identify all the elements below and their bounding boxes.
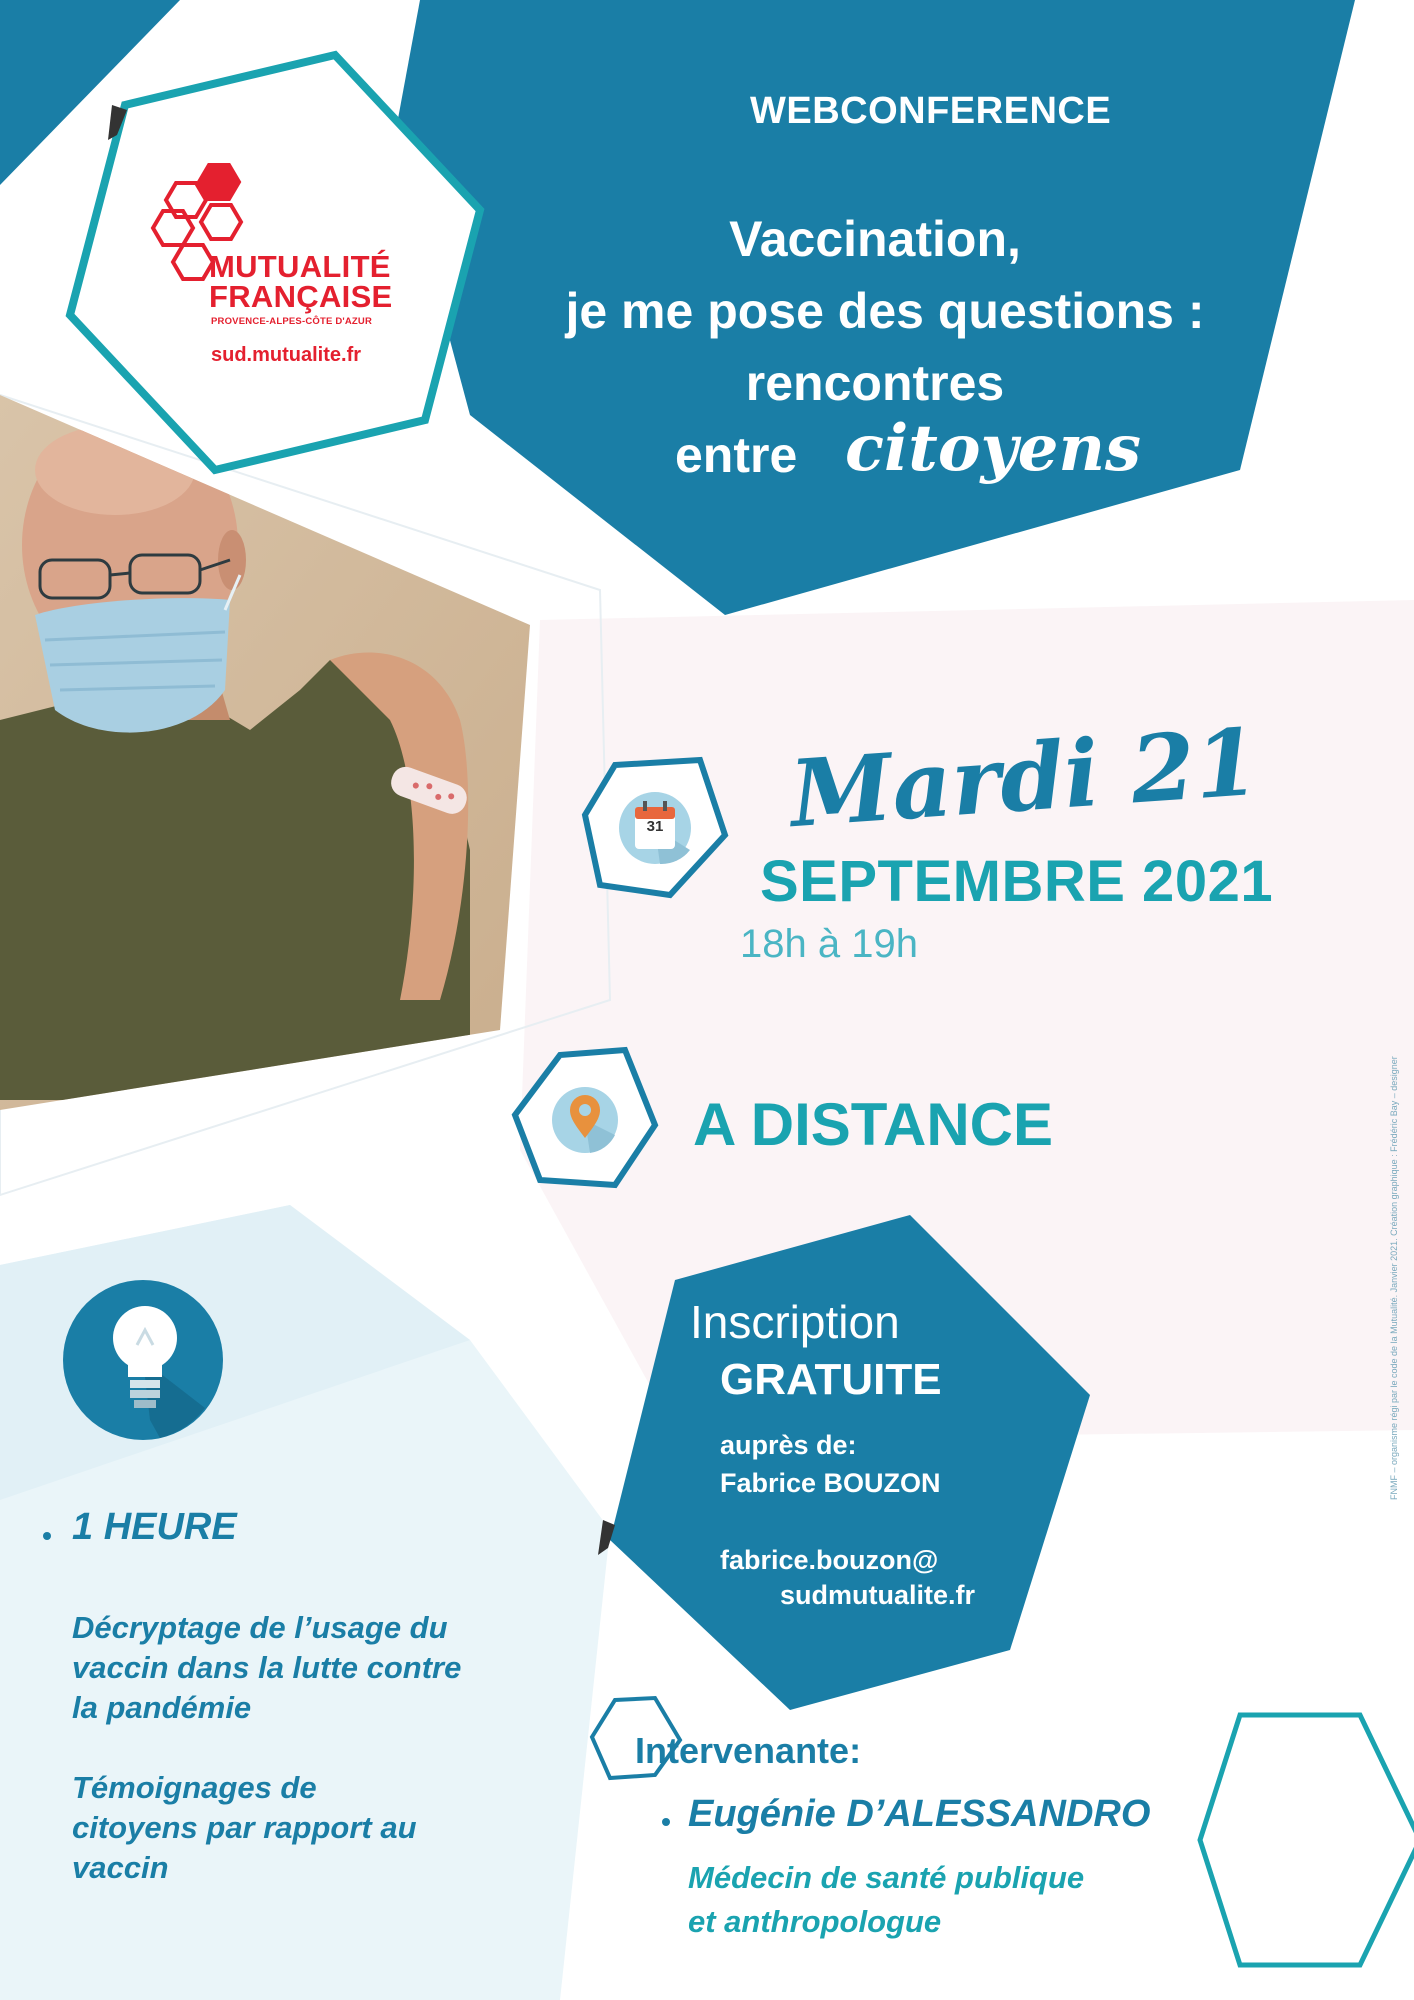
title-line-4-plain: entre bbox=[675, 427, 798, 483]
date-time: 18h à 19h bbox=[740, 922, 918, 966]
duration-text: 1 HEURE bbox=[72, 1506, 237, 1548]
speaker-bullet bbox=[662, 1818, 670, 1826]
date-month-year: SEPTEMBRE 2021 bbox=[760, 849, 1274, 914]
right-outline-hexagon bbox=[1200, 1715, 1414, 1965]
logo-url: sud.mutualite.fr bbox=[211, 344, 362, 366]
title-line-3: rencontres bbox=[745, 355, 1005, 411]
para2-line3: vaccin bbox=[72, 1850, 169, 1885]
registration-contact-name: Fabrice BOUZON bbox=[720, 1468, 941, 1498]
logo-brand-line2: FRANÇAISE bbox=[209, 279, 393, 314]
registration-line2: GRATUITE bbox=[720, 1355, 942, 1404]
para1-line2: vaccin dans la lutte contre bbox=[72, 1650, 462, 1685]
registration-email-line2[interactable]: sudmutualite.fr bbox=[780, 1580, 976, 1610]
location-text: A DISTANCE bbox=[693, 1091, 1053, 1158]
speaker-name: Eugénie D’ALESSANDRO bbox=[688, 1793, 1151, 1835]
logo-brand-line1: MUTUALITÉ bbox=[209, 249, 391, 284]
calendar-day-number: 31 bbox=[646, 818, 664, 835]
title-line-1: Vaccination, bbox=[729, 211, 1021, 267]
credit-text: FNMF – organisme régi par le code de la Mutualité. Janvier 2021. Création graphique : Frédéric Bay – designer bbox=[1389, 1056, 1399, 1500]
speaker-role-line1: Médecin de santé publique bbox=[688, 1860, 1085, 1895]
lightbulb-icon bbox=[63, 1280, 223, 1440]
speaker-heading: Intervenante: bbox=[635, 1730, 862, 1771]
corner-white-triangle bbox=[310, 0, 420, 22]
registration-line1: Inscription bbox=[690, 1296, 900, 1348]
para2-line2: citoyens par rapport au bbox=[72, 1810, 417, 1845]
map-pin-icon bbox=[552, 1087, 618, 1153]
senior-man-photo bbox=[0, 380, 560, 1120]
speaker-role-line2: et anthropologue bbox=[688, 1904, 942, 1939]
title-line-2: je me pose des questions : bbox=[565, 283, 1205, 339]
logo-region: PROVENCE-ALPES-CÔTE D'AZUR bbox=[211, 316, 373, 327]
duration-bullet bbox=[43, 1532, 51, 1540]
webconference-kicker: WEBCONFERENCE bbox=[750, 90, 1112, 132]
para1-line3: la pandémie bbox=[72, 1690, 252, 1725]
para2-line1: Témoignages de bbox=[72, 1770, 317, 1805]
date-day-script: Mardi 21 bbox=[786, 707, 1263, 849]
title-line-4-script: citoyens bbox=[845, 411, 1141, 486]
registration-email-line1[interactable]: fabrice.bouzon@ bbox=[720, 1545, 939, 1575]
para1-line1: Décryptage de l’usage du bbox=[72, 1610, 448, 1645]
registration-line3: auprès de: bbox=[720, 1430, 857, 1460]
